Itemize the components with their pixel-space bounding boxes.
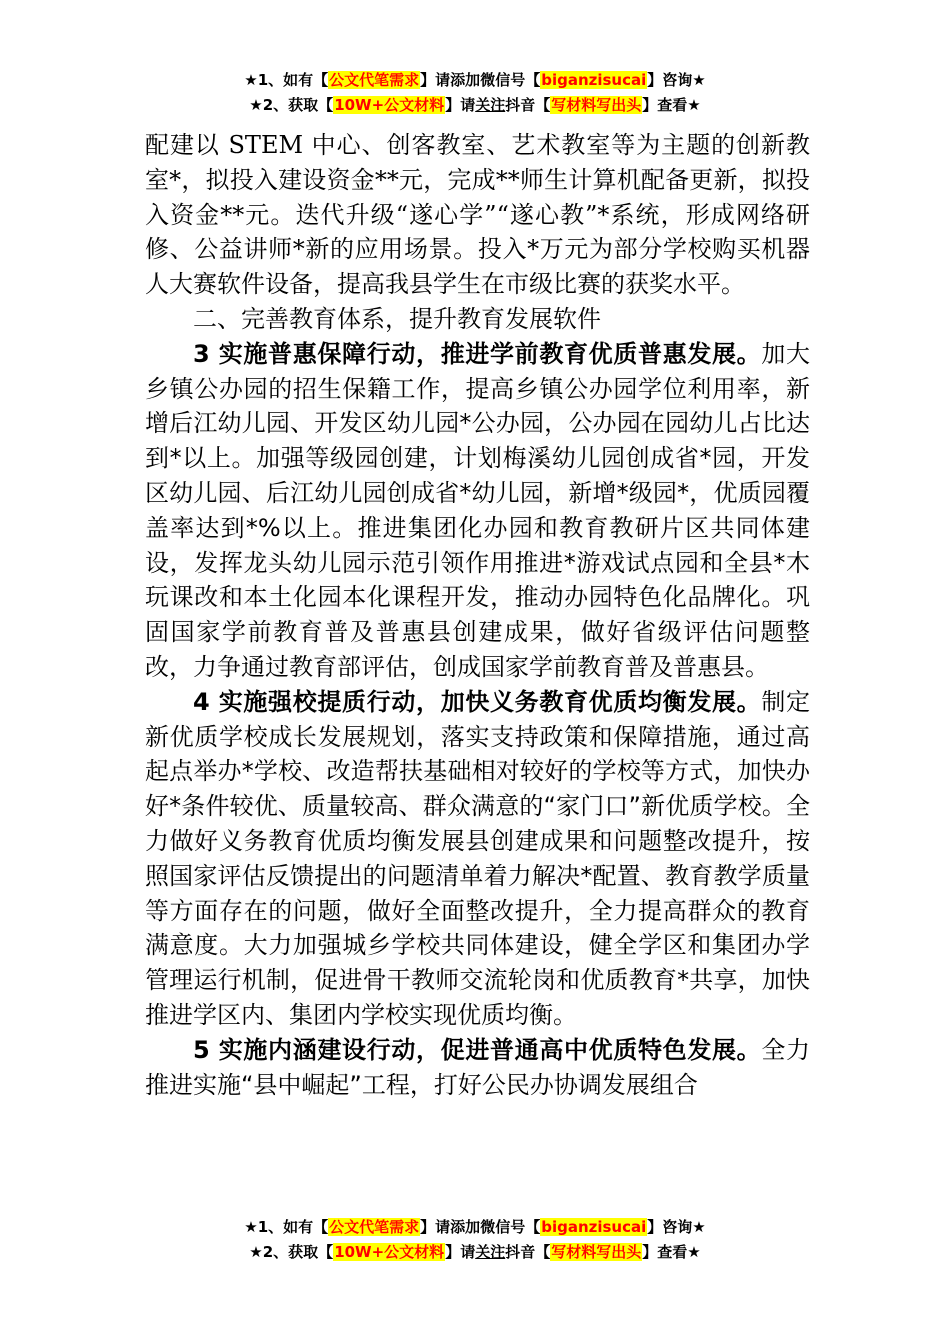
document-body	[145, 128, 810, 1102]
highlight-ghostwriting: 公文代笔需求	[329, 1218, 420, 1236]
paragraph-4	[145, 685, 810, 1033]
paragraph-continued	[145, 128, 810, 302]
banner-text: ★1、如有【	[244, 71, 329, 89]
banner-line-1	[0, 1215, 950, 1240]
banner-text: 】查看★	[642, 96, 701, 114]
banner-text: 微信号【	[480, 71, 541, 89]
banner-line-2	[0, 1240, 950, 1265]
highlight-douyin-account: 写材料写出头	[551, 1243, 642, 1261]
paragraph-3	[145, 337, 810, 685]
paragraph-text: 全力推进实施“县中崛起”工程，打好公民办协调发展组合	[145, 1035, 810, 1099]
banner-text: 微信号【	[480, 1218, 541, 1236]
paragraph-text: 配建以 STEM 中心、创客教室、艺术教室等为主题的创新教室*，拟投入建设资金**元，完成**师生计算机配备更新，拟投入资金**元。迭代升级“遂心学”“遂心教”*系统，形成网络研修、公益讲师*新的应用场景。投入*万元为部分学校购买机器人大赛软件设备，提高我县学生在市级比赛的获奖水平。	[145, 131, 810, 299]
banner-text: ★2、获取【	[249, 96, 334, 114]
highlight-materials: 10W+公文材料	[334, 96, 445, 114]
banner-text: 】请	[445, 96, 476, 114]
banner-follow-text: 关注	[475, 96, 506, 114]
banner-line-1	[0, 68, 950, 93]
highlight-ghostwriting: 公文代笔需求	[329, 71, 420, 89]
paragraph-text: 加大乡镇公办园的招生保籍工作，提高乡镇公办园学位利用率，新增后江幼儿园、开发区幼儿园*公办园，公办园在园幼儿占比达到*以上。加强等级园创建，计划梅溪幼儿园创成省*园，开发区幼儿园、后江幼儿园创成省*幼儿园，新增*级园*，优质园覆盖率达到*%以上。推进集团化办园和教育教研片区共同体建设，发挥龙头幼儿园示范引领作用推进*游戏试点园和全县*木玩课改和本土化园本化课程开发，推动办园特色化品牌化。巩固国家学前教育普及普惠县创建成果，做好省级评估问题整改，力争通过教育部评估，创成国家学前教育普及普惠县。	[145, 339, 810, 681]
banner-text: 】请添加	[420, 71, 481, 89]
highlight-materials: 10W+公文材料	[334, 1243, 445, 1261]
header-banner	[0, 68, 950, 118]
paragraph-5	[145, 1033, 810, 1103]
section-heading: 二、完善教育体系，提升教育发展软件	[193, 304, 601, 333]
banner-text: 】请	[445, 1243, 476, 1261]
banner-line-2	[0, 93, 950, 118]
paragraph-lead: 4 实施强校提质行动，加快义务教育优质均衡发展。	[193, 687, 762, 716]
paragraph-text: 制定新优质学校成长发展规划，落实支持政策和保障措施，通过高起点举办*学校、改造帮扶基础相对较好的学校等方式，加快办好*条件较优、质量较高、群众满意的“家门口”新优质学校。全力做好义务教育优质均衡发展县创建成果和问题整改提升，按照国家评估反馈提出的问题清单着力解决*配置、教育教学质量等方面存在的问题，做好全面整改提升，全力提高群众的教育满意度。大力加强城乡学校共同体建设，健全学区和集团办学管理运行机制，促进骨干教师交流轮岗和优质教育*共享，加快推进学区内、集团内学校实现优质均衡。	[145, 687, 810, 1029]
banner-text: ★1、如有【	[244, 1218, 329, 1236]
banner-follow-text: 关注	[475, 1243, 506, 1261]
highlight-douyin-account: 写材料写出头	[551, 96, 642, 114]
footer-banner	[0, 1215, 950, 1265]
banner-text: ★2、获取【	[249, 1243, 334, 1261]
banner-text: 抖音【	[505, 96, 551, 114]
banner-text: 】请添加	[420, 1218, 481, 1236]
banner-text: 】查看★	[642, 1243, 701, 1261]
banner-text: 】咨询★	[647, 1218, 706, 1236]
paragraph-lead: 3 实施普惠保障行动，推进学前教育优质普惠发展。	[193, 339, 762, 368]
highlight-wechat-id: biganzisucai	[541, 1218, 647, 1236]
paragraph-lead: 5 实施内涵建设行动，促进普通高中优质特色发展。	[193, 1035, 762, 1064]
highlight-wechat-id: biganzisucai	[541, 71, 647, 89]
banner-text: 抖音【	[505, 1243, 551, 1261]
banner-text: 】咨询★	[647, 71, 706, 89]
